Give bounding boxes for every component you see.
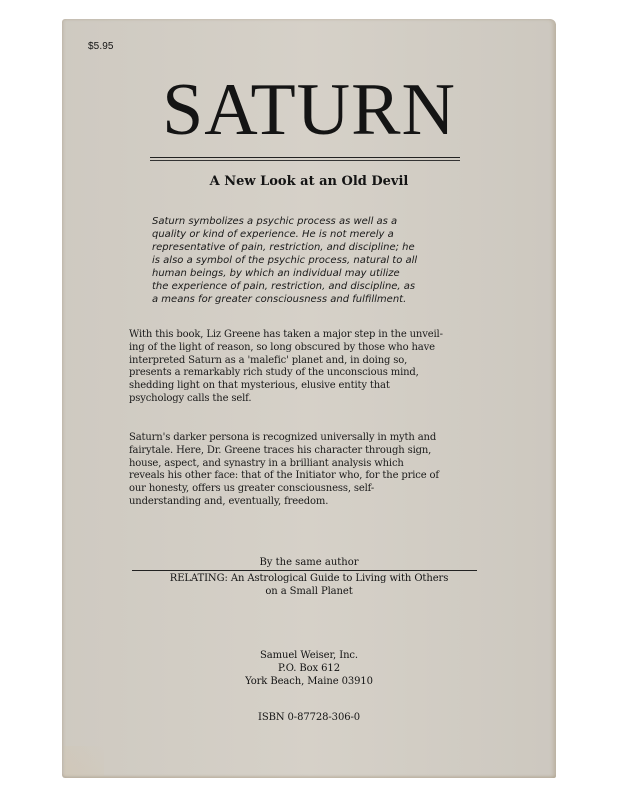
other-book-title <box>62 573 556 598</box>
blurb-line: the experience of pain, restriction, and discipline, as <box>152 281 416 292</box>
paragraph-line: psychology calls the self. <box>129 392 252 404</box>
paragraph-line: reveals his other face: that of the Initiator who, for the price of <box>129 470 439 482</box>
paragraph-line: understanding and, eventually, freedom. <box>129 495 329 507</box>
book-subtitle: A New Look at an Old Devil <box>209 174 409 189</box>
isbn-label: ISBN 0-87728-306-0 <box>257 712 361 723</box>
paragraph-line: interpreted Saturn as a 'malefic' planet and, in doing so, <box>129 354 408 366</box>
paragraph-line: house, aspect, and synastry in a brilliant analysis which <box>129 457 404 469</box>
italic-blurb <box>152 215 458 306</box>
blurb-line: a means for greater consciousness and fulfillment. <box>152 294 407 305</box>
corner-crease <box>64 746 104 776</box>
paragraph-line: Saturn's darker persona is recognized universally in myth and <box>129 432 437 443</box>
book-back-cover <box>62 19 556 778</box>
price-label: $5.95 <box>88 41 114 52</box>
paragraph-line: our honesty, offers us greater consciousness, self- <box>129 483 375 495</box>
blurb-line: is also a symbol of the psychic process, natural to all <box>152 255 418 266</box>
paragraph-line: shedding light on that mysterious, elusive entity that <box>129 380 390 392</box>
description-paragraph-2 <box>129 432 481 509</box>
publisher-po-box: P.O. Box 612 <box>278 663 340 674</box>
same-author-rule <box>132 570 477 571</box>
blurb-line: human beings, by which an individual may utilize <box>152 268 400 279</box>
other-book-line: on a Small Planet <box>265 585 353 597</box>
title-double-rule <box>150 157 460 161</box>
paragraph-line: fairytale. Here, Dr. Greene traces his character through sign, <box>129 444 432 456</box>
blurb-line: Saturn symbolizes a psychic process as well as a <box>152 216 398 227</box>
publisher-address <box>62 649 556 688</box>
book-title: SATURN <box>162 69 456 151</box>
description-paragraph-1 <box>129 329 481 406</box>
paragraph-line: ing of the light of reason, so long obscured by those who have <box>129 341 435 353</box>
other-book-line: RELATING: An Astrological Guide to Living with Others <box>169 573 449 584</box>
blurb-line: representative of pain, restriction, and discipline; he <box>152 242 415 253</box>
publisher-name: Samuel Weiser, Inc. <box>260 650 358 661</box>
blurb-line: quality or kind of experience. He is not merely a <box>152 229 394 240</box>
publisher-city: York Beach, Maine 03910 <box>245 676 373 687</box>
paragraph-line: presents a remarkably rich study of the unconscious mind, <box>129 367 419 379</box>
paragraph-line: With this book, Liz Greene has taken a major step in the unveil- <box>129 329 443 340</box>
same-author-heading: By the same author <box>259 557 359 568</box>
